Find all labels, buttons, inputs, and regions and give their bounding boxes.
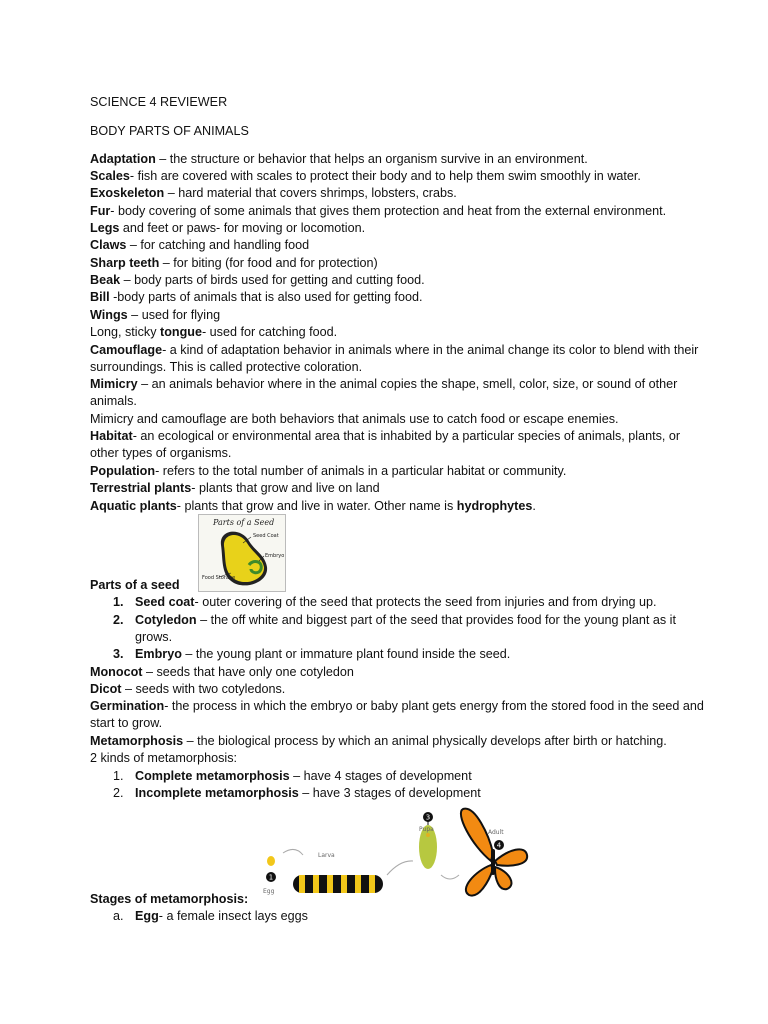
definition-aquatic-plants: Aquatic plants- plants that grow and live in water. Other name is hydrophytes. (90, 499, 536, 513)
seed-diagram-title: Parts of a Seed (213, 518, 275, 527)
adult-label: Adult (488, 829, 504, 836)
definition-adaptation: Adaptation – the structure or behavior that helps an organism survive in an environment. (90, 152, 588, 166)
definition-bill: Bill -body parts of animals that is also used for getting food. (90, 290, 423, 304)
definition-metamorphosis: Metamorphosis – the biological process by which an animal physically develops after birth or hatching. (90, 734, 667, 748)
seed-part-3-number: 3. (113, 647, 124, 661)
pupa-label: Pupa (419, 826, 434, 833)
kind-1-number: 1. (113, 769, 124, 783)
definition-mimicry-cont: animals. (90, 394, 137, 408)
definition-dicot: Dicot – seeds with two cotyledons. (90, 682, 286, 696)
definition-habitat: Habitat- an ecological or environmental area that is inhabited by a particular species of animals, plants, or (90, 429, 681, 443)
definition-habitat-cont: other types of organisms. (90, 446, 232, 460)
seed-part-cotyledon-cont: grows. (135, 630, 173, 644)
seed-part-1-number: 1. (113, 595, 124, 609)
definition-germination-cont: start to grow. (90, 716, 163, 730)
seed-diagram (198, 514, 286, 592)
embryo-label: Embryo (265, 553, 285, 559)
seed-illustration (199, 515, 285, 591)
seed-part-seed-coat: Seed coat- outer covering of the seed that protects the seed from injuries and from drying up. (135, 595, 657, 609)
definition-claws: Claws – for catching and handling food (90, 238, 310, 252)
stage-4-number: 4 (496, 841, 502, 850)
definition-camouflage: Camouflage- a kind of adaptation behavior in animals where in the animal change its color to blend with their (90, 343, 699, 357)
definition-sharp-teeth: Sharp teeth – for biting (for food and for protection) (90, 256, 378, 270)
kind-complete-metamorphosis: Complete metamorphosis – have 4 stages of development (135, 769, 472, 783)
section-heading: BODY PARTS OF ANIMALS (90, 124, 249, 138)
stage-3-number: 3 (425, 813, 431, 822)
definition-wings: Wings – used for flying (90, 308, 221, 322)
egg-label: Egg (263, 888, 275, 895)
definition-beak: Beak – body parts of birds used for getting and cutting food. (90, 273, 425, 287)
kind-incomplete-metamorphosis: Incomplete metamorphosis – have 3 stages of development (135, 786, 481, 800)
seed-coat-label: Seed Coat (253, 533, 279, 539)
seed-part-cotyledon: Cotyledon – the off white and biggest part of the seed that provides food for the young plant as it (135, 613, 676, 627)
definition-camouflage-cont: surroundings. This is called protective coloration. (90, 360, 363, 374)
definition-germination: Germination- the process in which the embryo or baby plant gets energy from the stored food in the seed and (90, 699, 704, 713)
definition-mimicry: Mimicry – an animals behavior where in the animal copies the shape, smell, color, size, or sound of other (90, 377, 678, 391)
definition-legs: Legs and feet or paws- for moving or locomotion. (90, 221, 366, 235)
kind-2-number: 2. (113, 786, 124, 800)
seed-part-embryo: Embryo – the young plant or immature plant found inside the seed. (135, 647, 511, 661)
kinds-of-metamorphosis: 2 kinds of metamorphosis: (90, 751, 237, 765)
mimicry-note: Mimicry and camouflage are both behaviors that animals use to catch food or escape enemies. (90, 412, 619, 426)
stage-a-letter: a. (113, 909, 124, 923)
butterfly (461, 809, 527, 896)
seed-heading: Parts of a seed (90, 578, 180, 592)
seed-part-2-number: 2. (113, 613, 124, 627)
definition-terrestrial-plants: Terrestrial plants- plants that grow and live on land (90, 481, 380, 495)
larva-label: Larva (318, 852, 335, 859)
life-cycle-illustration (255, 805, 535, 900)
stages-heading: Stages of metamorphosis: (90, 892, 249, 906)
caterpillar (293, 875, 383, 893)
definition-scales: Scales- fish are covered with scales to protect their body and to help them swim smoothly in water. (90, 169, 641, 183)
stage-1-number: 1 (268, 873, 274, 882)
definition-monocot: Monocot – seeds that have only one cotyledon (90, 665, 354, 679)
definition-exoskeleton: Exoskeleton – hard material that covers shrimps, lobsters, crabs. (90, 186, 457, 200)
definition-population: Population- refers to the total number of animals in a particular habitat or community. (90, 464, 567, 478)
food-storage-label: Food Storage (202, 575, 236, 581)
life-cycle-diagram (255, 805, 535, 900)
definition-tongue: Long, sticky tongue- used for catching food. (90, 325, 338, 339)
definition-fur: Fur- body covering of some animals that gives them protection and heat from the external environment. (90, 204, 667, 218)
stage-a-egg: Egg- a female insect lays eggs (135, 909, 308, 923)
document-title: SCIENCE 4 REVIEWER (90, 95, 228, 109)
